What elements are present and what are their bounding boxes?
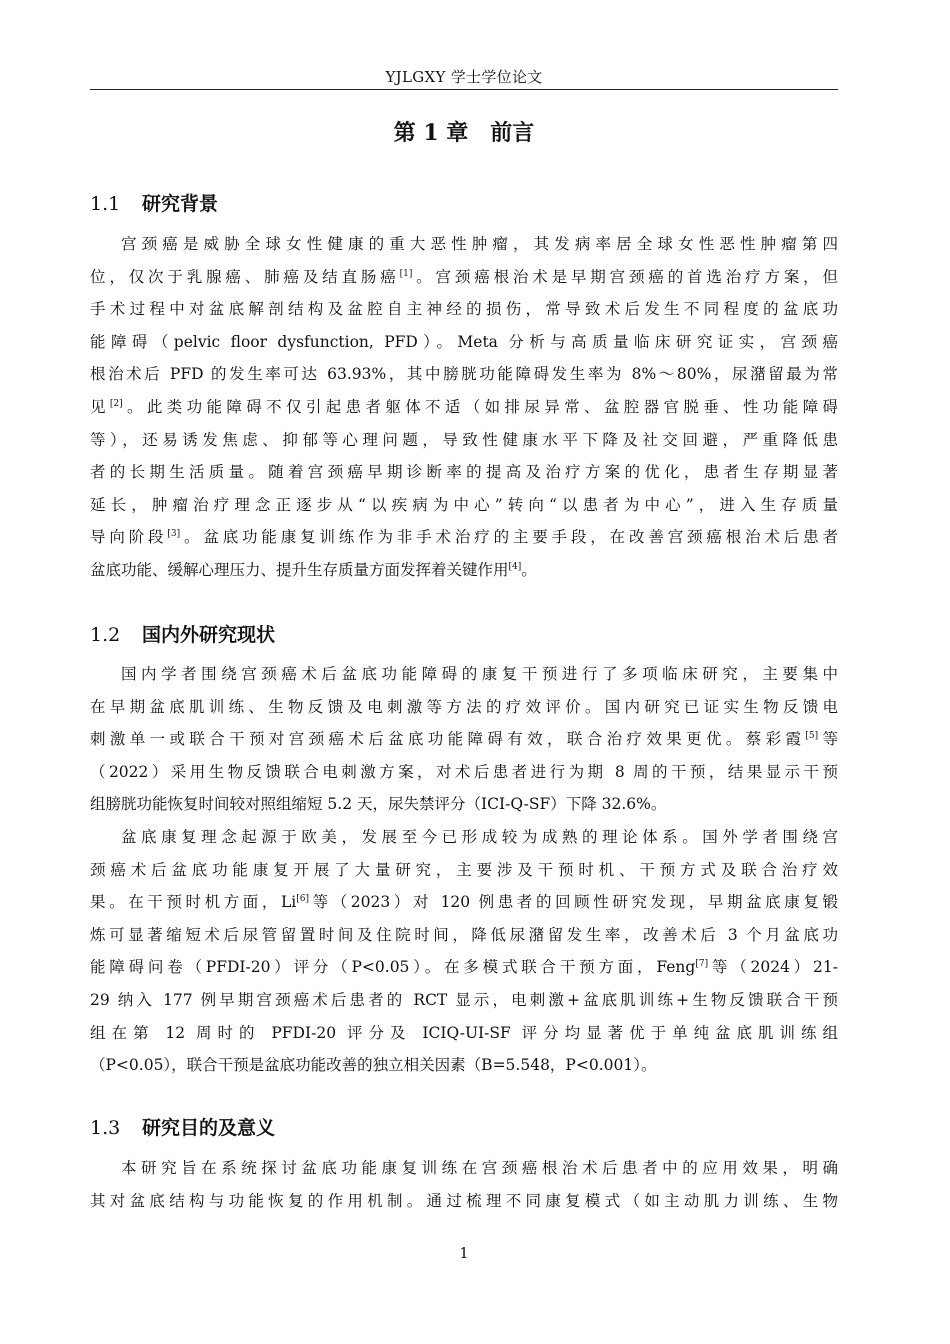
text-line: 根治术后 PFD 的发生率可达 63.93%，其中膀胱功能障碍发生率为 8%～80%，尿潴留最为常 [90, 365, 838, 384]
citation-ref: [4] [508, 561, 522, 572]
section-title: 研究背景 [142, 193, 219, 215]
section-number: 1.1 [90, 193, 121, 215]
text-line: 盆底康复理念起源于欧美，发展至今已形成较为成熟的理论体系。国外学者围绕宫 [121, 828, 838, 846]
text-line: 刺激单一或联合干预对宫颈癌术后盆底功能障碍有效，联合治疗效果更优。蔡彩霞[5]等 [90, 730, 838, 749]
header-rule [90, 89, 838, 90]
citation-ref: [5] [805, 731, 819, 742]
citation-ref: [6] [296, 894, 309, 905]
text-line: 其对盆底结构与功能恢复的作用机制。通过梳理不同康复模式（如主动肌力训练、生物 [90, 1191, 838, 1210]
paragraph-background [90, 228, 838, 587]
section-title: 研究目的及意义 [142, 1117, 276, 1139]
section-heading-1-3 [90, 1113, 838, 1140]
paragraph-foreign-research [90, 821, 838, 1082]
text-line: （P<0.05），联合干预是盆底功能改善的独立相关因素（B=5.548，P<0.001）。 [90, 1056, 657, 1075]
text-line: 盆底功能、缓解心理压力、提升生存质量方面发挥着关键作用[4]。 [90, 560, 537, 579]
paragraph-objectives [90, 1152, 838, 1217]
text-line: 29 纳入 177 例早期宫颈癌术后患者的 RCT 显示，电刺激+盆底肌训练+生物反馈联合干预 [90, 990, 838, 1009]
text-line: 组膀胱功能恢复时间较对照组缩短 5.2 天，尿失禁评分（ICI-Q-SF）下降 32.6%。 [90, 795, 667, 814]
chapter-title: 第 1 章 前言 [393, 120, 535, 146]
text-line: 颈癌术后盆底功能康复开展了大量研究，主要涉及干预时机、干预方式及联合治疗效 [90, 860, 838, 879]
text-line: 位，仅次于乳腺癌、肺癌及结直肠癌[1]。宫颈癌根治术是早期宫颈癌的首选治疗方案，但 [90, 267, 838, 286]
text-line: 国内学者围绕宫颈癌术后盆底功能障碍的康复干预进行了多项临床研究，主要集中 [121, 665, 838, 683]
paragraph-domestic-research [90, 658, 838, 821]
text-line: 延长，肿瘤治疗理念正逐步从“以疾病为中心”转向“以患者为中心”，进入生存质量 [90, 495, 838, 514]
citation-ref: [2] [109, 398, 123, 409]
section-title: 国内外研究现状 [142, 624, 276, 646]
text-line: 手术过程中对盆底解剖结构及盆腔自主神经的损伤，常导致术后发生不同程度的盆底功 [90, 300, 838, 319]
page-number: 1 [459, 1244, 469, 1262]
text-line: 等），还易诱发焦虑、抑郁等心理问题，导致性健康水平下降及社交回避，严重降低患 [90, 430, 838, 449]
section-number: 1.3 [90, 1117, 121, 1139]
text-line: 能障碍（pelvic floor dysfunction, PFD）。Meta 分析与高质量临床研究证实，宫颈癌 [90, 332, 838, 351]
section-heading-1-2 [90, 620, 838, 647]
text-line: 导向阶段[3]。盆底功能康复训练作为非手术治疗的主要手段，在改善宫颈癌根治术后患者 [90, 528, 838, 547]
citation-ref: [3] [167, 529, 181, 540]
text-line: 本研究旨在系统探讨盆底功能康复训练在宫颈癌根治术后患者中的应用效果，明确 [121, 1159, 838, 1177]
text-line: 宫颈癌是威胁全球女性健康的重大恶性肿瘤，其发病率居全球女性恶性肿瘤第四 [121, 235, 838, 253]
section-number: 1.2 [90, 624, 121, 646]
text-line: （2022）采用生物反馈联合电刺激方案，对术后患者进行为期 8 周的干预，结果显示干预 [90, 762, 838, 781]
text-line: 组在第 12 周时的 PFDI-20 评分及 ICIQ-UI-SF 评分均显著优于单纯盆底肌训练组 [90, 1023, 838, 1042]
section-heading-1-1 [90, 189, 838, 216]
running-header: YJLGXY 学士学位论文 [385, 68, 543, 86]
text-line: 炼可显著缩短术后尿管留置时间及住院时间，降低尿潴留发生率，改善术后 3 个月盆底功 [90, 925, 838, 944]
text-line: 能障碍问卷（PFDI-20）评分（P<0.05）。在多模式联合干预方面，Feng[7]等（2024）21- [90, 958, 838, 977]
text-line: 见[2]。此类功能障碍不仅引起患者躯体不适（如排尿异常、盆腔器官脱垂、性功能障碍 [90, 397, 838, 416]
citation-ref: [7] [695, 959, 709, 970]
text-line: 者的长期生活质量。随着宫颈癌早期诊断率的提高及治疗方案的优化，患者生存期显著 [90, 463, 838, 482]
citation-ref: [1] [399, 268, 413, 279]
text-line: 在早期盆底肌训练、生物反馈及电刺激等方法的疗效评价。国内研究已证实生物反馈电 [90, 697, 838, 716]
text-line: 果。在干预时机方面，Li[6]等（2023）对 120 例患者的回顾性研究发现，早期盆底康复锻 [90, 893, 838, 912]
